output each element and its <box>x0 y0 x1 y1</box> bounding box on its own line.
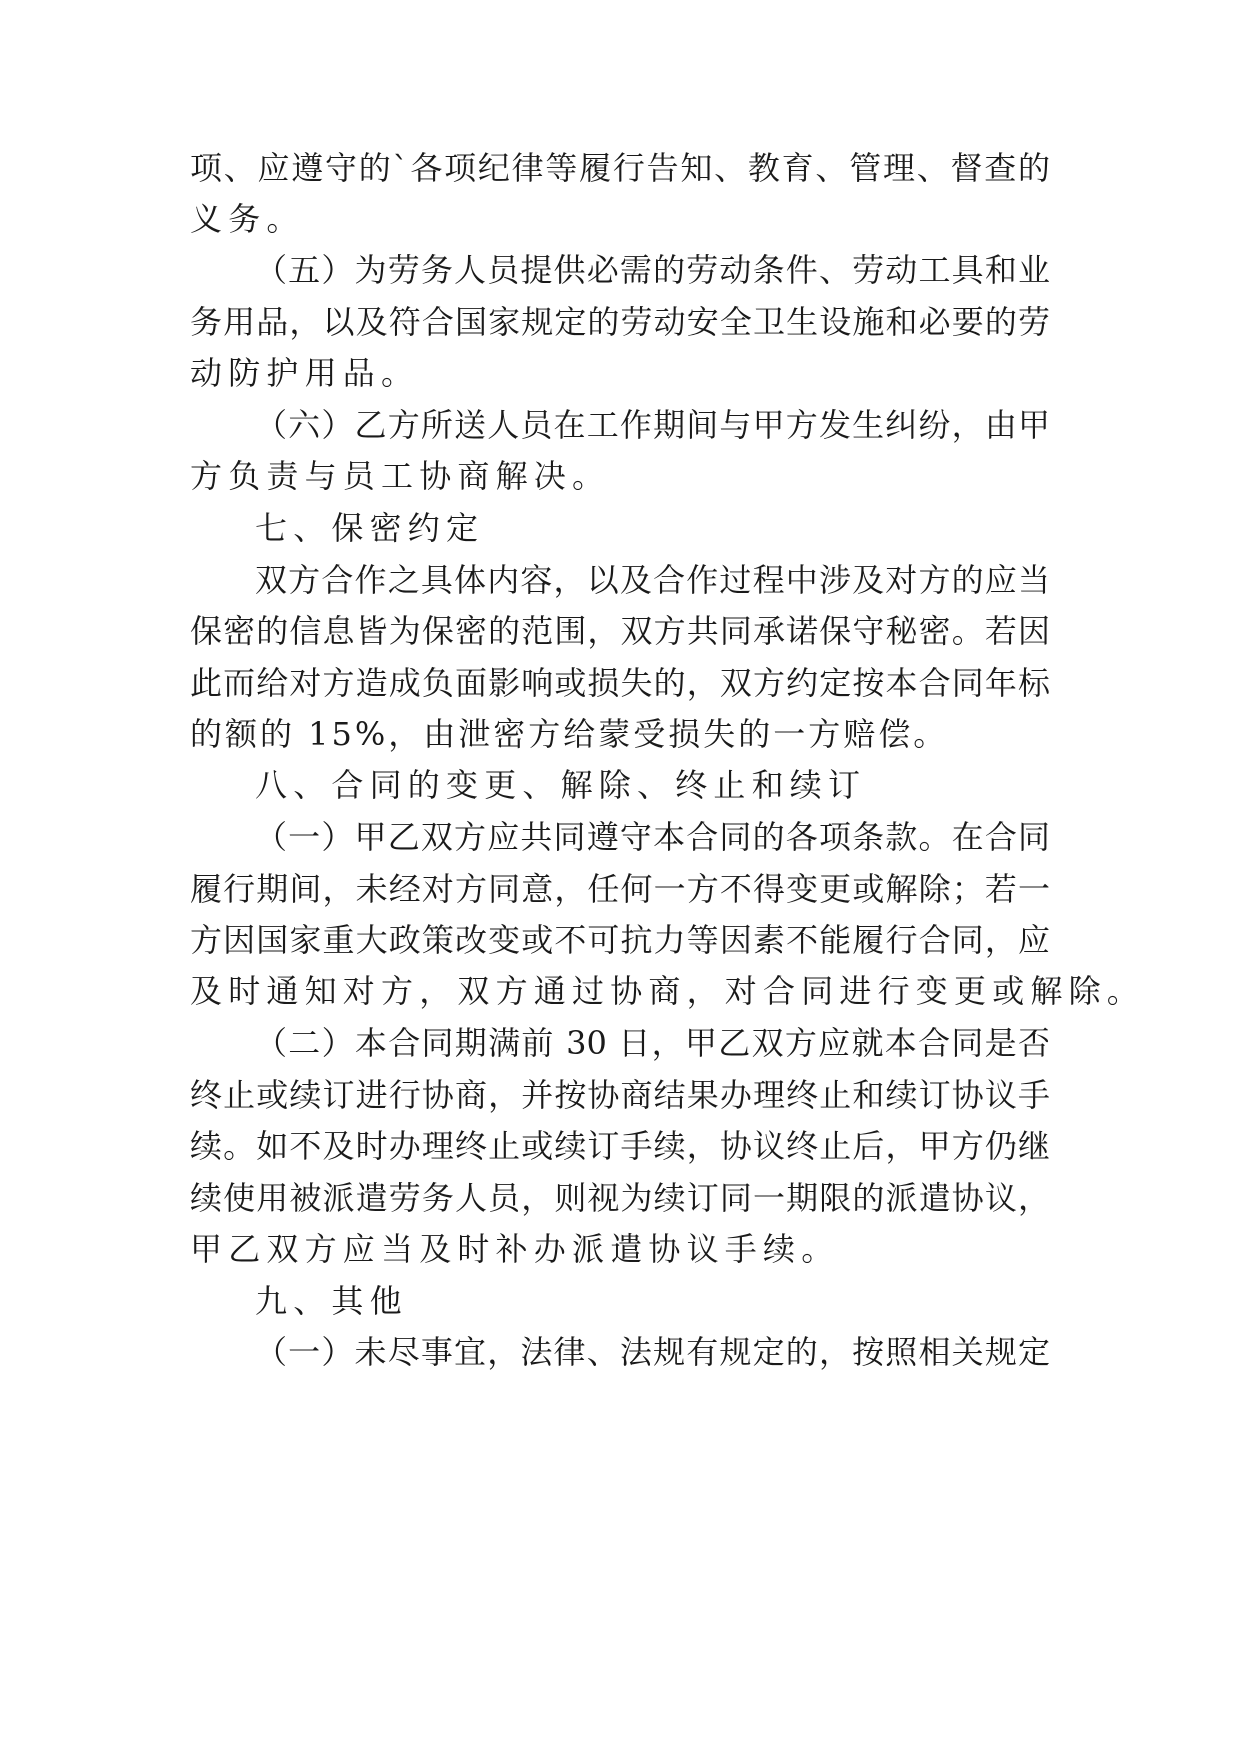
section-heading: 七、保密约定 <box>255 509 485 547</box>
text-line: （五）为劳务人员提供必需的劳动条件、劳动工具和业 <box>255 251 1050 289</box>
text-line: 履行期间，未经对方同意，任何一方不得变更或解除；若一 <box>190 870 1050 908</box>
section-heading: 九、其他 <box>255 1282 408 1320</box>
text-line: 此而给对方造成负面影响或损失的，双方约定按本合同年标 <box>190 664 1050 702</box>
text-line: 项、应遵守的`各项纪律等履行告知、教育、管理、督查的 <box>190 149 1050 187</box>
text-line: 的额的 15%，由泄密方给蒙受损失的一方赔偿。 <box>190 715 949 753</box>
section-heading: 八、合同的变更、解除、终止和续订 <box>255 766 867 804</box>
text-line: （一）甲乙双方应共同遵守本合同的各项条款。在合同 <box>255 818 1050 856</box>
text-line: 双方合作之具体内容，以及合作过程中涉及对方的应当 <box>255 561 1050 599</box>
text-line: （六）乙方所送人员在工作期间与甲方发生纠纷，由甲 <box>255 406 1050 444</box>
text-line: （二）本合同期满前 30 日，甲乙双方应就本合同是否 <box>255 1024 1050 1062</box>
text-line: 保密的信息皆为保密的范围，双方共同承诺保守秘密。若因 <box>190 612 1050 650</box>
text-line: 方负责与员工协商解决。 <box>190 457 611 495</box>
text-line: 及时通知对方，双方通过协商，对合同进行变更或解除。 <box>190 972 1146 1010</box>
text-line: 续。如不及时办理终止或续订手续，协议终止后，甲方仍继 <box>190 1127 1050 1165</box>
text-line: 方因国家重大政策改变或不可抗力等因素不能履行合同，应 <box>190 921 1050 959</box>
text-line: 终止或续订进行协商，并按协商结果办理终止和续订协议手 <box>190 1076 1050 1114</box>
text-line: 甲乙双方应当及时补办派遣协议手续。 <box>190 1230 840 1268</box>
text-line: 动防护用品。 <box>190 354 420 392</box>
text-line: （一）未尽事宜，法律、法规有规定的，按照相关规定 <box>255 1333 1050 1371</box>
text-line: 务用品，以及符合国家规定的劳动安全卫生设施和必要的劳 <box>190 303 1050 341</box>
text-line: 续使用被派遣劳务人员，则视为续订同一期限的派遣协议， <box>190 1179 1050 1217</box>
text-line: 义务。 <box>190 200 305 238</box>
